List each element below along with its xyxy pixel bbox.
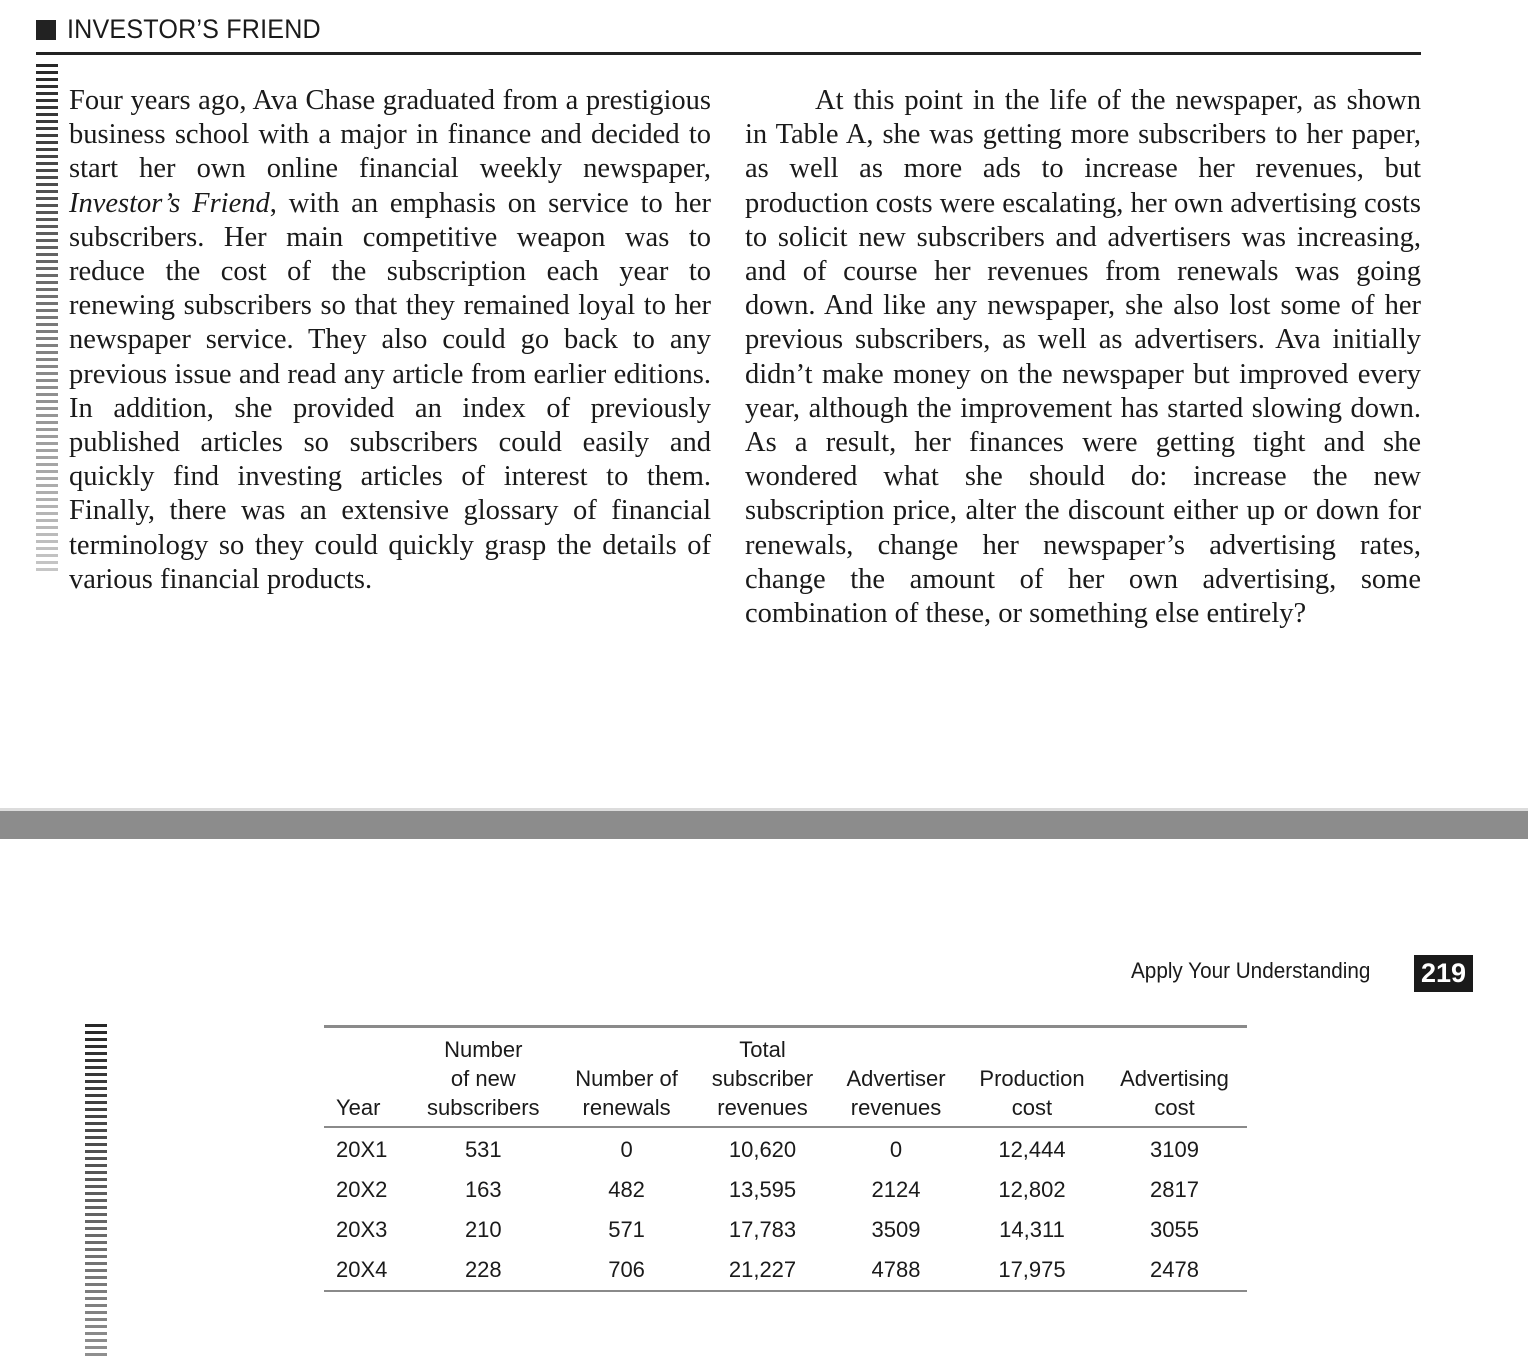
table-row	[324, 1127, 1247, 1170]
margin-tick	[36, 365, 58, 368]
margin-tick	[36, 547, 58, 550]
column-header	[695, 1027, 830, 1128]
margin-tick	[85, 1353, 107, 1356]
left-paragraph-rest: , with an emphasis on service to her subscribers. Her main competitive weapon was to reduce the cost of the subscription each year to renewing subscribers so that they remained loyal to her newspaper service. They also could go back to any previous issue and read any article from earlier editions. In addition, she provided an index of previously published articles so subscribers could easily and quickly find investing articles of interest to them. Finally, there was an extensive glossary of financial terminology so they could quickly grasp the details of various financial products.	[69, 187, 711, 595]
value-cell: 2478	[1150, 1257, 1199, 1282]
value-cell: 12,444	[998, 1137, 1066, 1162]
margin-tick	[85, 1052, 107, 1055]
margin-tick	[36, 127, 58, 130]
column-header-line: Total	[739, 1037, 786, 1062]
left-paragraph-start: Four years ago, Ava Chase graduated from a prestigious business school with a major in finance and decided to start her own online financial weekly newspaper,	[69, 85, 711, 185]
margin-tick	[85, 1262, 107, 1265]
column-header-line	[336, 1064, 408, 1093]
left-column-text	[69, 84, 711, 597]
margin-tick	[36, 435, 58, 438]
value-cell: 482	[608, 1177, 645, 1202]
margin-tick	[85, 1031, 107, 1034]
column-header-line: Advertiser	[846, 1066, 946, 1091]
margin-tick	[85, 1038, 107, 1041]
margin-tick	[36, 358, 58, 361]
margin-tick	[36, 225, 58, 228]
margin-tick	[85, 1059, 107, 1062]
margin-tick	[36, 519, 58, 522]
margin-tick	[85, 1304, 107, 1307]
margin-tick	[85, 1311, 107, 1314]
margin-tick	[36, 505, 58, 508]
financial-table	[324, 1025, 1247, 1292]
margin-tick	[85, 1213, 107, 1216]
column-header	[558, 1027, 695, 1128]
margin-tick	[36, 78, 58, 81]
year-cell: 20X2	[336, 1177, 388, 1202]
value-cell: 571	[608, 1217, 645, 1242]
column-header	[324, 1027, 408, 1128]
margin-tick	[85, 1255, 107, 1258]
margin-tick	[85, 1087, 107, 1090]
margin-tick	[36, 372, 58, 375]
margin-tick	[85, 1192, 107, 1195]
margin-tick	[85, 1346, 107, 1349]
margin-tick	[36, 554, 58, 557]
value-cell: 228	[464, 1257, 502, 1282]
margin-tick	[36, 498, 58, 501]
column-header-line	[1102, 1035, 1247, 1064]
column-header-line: of new	[450, 1066, 516, 1091]
year-cell: 20X3	[336, 1217, 388, 1242]
margin-tick	[36, 106, 58, 109]
margin-tick	[36, 407, 58, 410]
margin-tick	[85, 1129, 107, 1132]
margin-tick	[85, 1220, 107, 1223]
value-cell: 21,227	[728, 1257, 797, 1282]
margin-tick	[36, 162, 58, 165]
margin-tick	[85, 1318, 107, 1321]
column-header	[1102, 1027, 1247, 1128]
margin-tick	[36, 204, 58, 207]
margin-tick	[36, 197, 58, 200]
margin-tick	[36, 176, 58, 179]
newspaper-name-italic: Investor’s Friend	[69, 187, 270, 219]
column-header-line: revenues	[850, 1095, 942, 1120]
value-cell: 17,975	[998, 1257, 1066, 1282]
margin-tick	[36, 386, 58, 389]
column-header	[830, 1027, 962, 1128]
right-paragraph: At this point in the life of the newspaper, as shown in Table A, she was getting more subscribers to her paper, as well as more ads to increase her revenues, but production costs were escalating, her own advertising costs to solicit new subscribers and advertisers was increasing, and of course her revenues from renewals was going down. And like any newspaper, she also lost some of her previous subscribers, as well as advertisers. Ava initially didn’t make money on the newspaper but improved every year, although the improvement has started slowing down. As a result, her finances were getting tight and she wondered what she should do: increase the new subscription price, alter the discount either up or down for renewals, change her newspaper’s advertising rates, change the amount of her own advertising, some combination of these, or something else entirely?	[745, 85, 1421, 630]
margin-tick	[36, 141, 58, 144]
margin-tick	[85, 1297, 107, 1300]
margin-tick	[36, 99, 58, 102]
value-cell: 531	[464, 1137, 502, 1162]
margin-tick	[36, 218, 58, 221]
year-cell: 20X1	[336, 1137, 388, 1162]
value-cell: 13,595	[728, 1177, 797, 1202]
column-header	[962, 1027, 1102, 1128]
margin-tick	[85, 1150, 107, 1153]
section-title: INVESTOR’S FRIEND	[67, 14, 321, 44]
margin-tick	[36, 568, 58, 571]
margin-tick	[85, 1199, 107, 1202]
margin-tick	[36, 393, 58, 396]
margin-tick	[36, 183, 58, 186]
page-number: 219	[1414, 955, 1473, 992]
margin-tick	[85, 1185, 107, 1188]
column-header-line: Number	[444, 1037, 523, 1062]
margin-tick	[36, 526, 58, 529]
margin-tick	[36, 491, 58, 494]
table-row	[324, 1210, 1247, 1250]
margin-tick-marks	[36, 64, 58, 575]
value-cell: 10,620	[728, 1137, 797, 1162]
value-cell: 163	[464, 1177, 502, 1202]
margin-tick	[85, 1143, 107, 1146]
margin-tick	[85, 1283, 107, 1286]
table-row	[324, 1170, 1247, 1210]
table-body	[324, 1127, 1247, 1291]
margin-tick	[36, 190, 58, 193]
margin-tick	[85, 1122, 107, 1125]
margin-tick	[85, 1164, 107, 1167]
margin-tick	[36, 309, 58, 312]
margin-tick	[85, 1094, 107, 1097]
margin-tick	[36, 134, 58, 137]
margin-tick	[85, 1290, 107, 1293]
column-header-line: Production	[979, 1066, 1085, 1091]
margin-tick	[36, 64, 58, 67]
margin-tick	[85, 1241, 107, 1244]
table-row	[324, 1250, 1247, 1291]
column-header-line: revenues	[717, 1095, 808, 1120]
margin-tick	[36, 92, 58, 95]
margin-tick	[85, 1115, 107, 1118]
margin-tick	[36, 260, 58, 263]
margin-tick	[36, 400, 58, 403]
value-cell: 210	[464, 1217, 502, 1242]
margin-tick	[85, 1325, 107, 1328]
value-cell: 17,783	[728, 1217, 797, 1242]
margin-tick	[36, 533, 58, 536]
margin-tick	[85, 1066, 107, 1069]
margin-tick	[85, 1157, 107, 1160]
margin-tick	[85, 1080, 107, 1083]
margin-tick	[36, 85, 58, 88]
margin-tick	[85, 1101, 107, 1104]
margin-tick	[36, 120, 58, 123]
value-cell: 3509	[871, 1217, 921, 1242]
margin-tick	[85, 1248, 107, 1251]
margin-tick	[85, 1339, 107, 1342]
margin-tick	[85, 1276, 107, 1279]
value-cell: 0	[889, 1137, 903, 1162]
margin-tick	[36, 316, 58, 319]
column-header-line: subscriber	[711, 1066, 814, 1091]
margin-tick	[36, 253, 58, 256]
margin-tick	[36, 344, 58, 347]
value-cell: 12,802	[998, 1177, 1066, 1202]
margin-tick	[36, 211, 58, 214]
right-column-text	[745, 84, 1421, 631]
margin-tick	[85, 1136, 107, 1139]
value-cell: 4788	[871, 1257, 921, 1282]
margin-tick	[36, 288, 58, 291]
column-header-line: Year	[336, 1095, 381, 1120]
margin-tick	[85, 1024, 107, 1027]
margin-tick	[36, 274, 58, 277]
header-square-bullet	[36, 20, 56, 40]
margin-tick	[85, 1234, 107, 1237]
margin-tick	[36, 477, 58, 480]
value-cell: 3055	[1150, 1217, 1199, 1242]
margin-tick	[36, 540, 58, 543]
column-header-line: cost	[1154, 1095, 1195, 1120]
margin-tick	[36, 330, 58, 333]
column-header-line	[336, 1035, 408, 1064]
margin-tick	[36, 379, 58, 382]
margin-tick	[36, 351, 58, 354]
margin-tick	[36, 239, 58, 242]
margin-tick	[36, 155, 58, 158]
value-cell: 14,311	[999, 1217, 1065, 1242]
column-header-line: Number of	[575, 1066, 678, 1091]
section-header	[36, 14, 340, 45]
margin-tick	[85, 1178, 107, 1181]
margin-tick	[36, 421, 58, 424]
column-header-line	[962, 1035, 1102, 1064]
margin-tick	[36, 267, 58, 270]
margin-tick	[85, 1269, 107, 1272]
margin-tick	[36, 463, 58, 466]
margin-tick	[36, 281, 58, 284]
margin-tick	[36, 169, 58, 172]
margin-tick	[36, 232, 58, 235]
margin-tick	[36, 449, 58, 452]
column-header	[408, 1027, 558, 1128]
margin-tick	[36, 246, 58, 249]
margin-tick	[36, 113, 58, 116]
column-header-line	[558, 1035, 695, 1064]
value-cell: 2817	[1150, 1177, 1199, 1202]
margin-tick	[36, 561, 58, 564]
margin-tick	[36, 484, 58, 487]
margin-tick	[85, 1073, 107, 1076]
margin-tick	[36, 295, 58, 298]
margin-tick	[36, 414, 58, 417]
margin-tick-marks-bottom	[85, 1024, 107, 1360]
value-cell: 2124	[871, 1177, 921, 1202]
page-separator-band	[0, 811, 1528, 839]
year-cell: 20X4	[336, 1257, 388, 1282]
margin-tick	[36, 512, 58, 515]
margin-tick	[36, 323, 58, 326]
margin-tick	[36, 470, 58, 473]
running-header: Apply Your Understanding	[1131, 958, 1371, 983]
table-header-row	[324, 1027, 1247, 1128]
margin-tick	[36, 71, 58, 74]
margin-tick	[36, 302, 58, 305]
value-cell: 706	[608, 1257, 645, 1282]
margin-tick	[85, 1332, 107, 1335]
value-cell: 0	[620, 1137, 633, 1162]
margin-tick	[85, 1045, 107, 1048]
margin-tick	[36, 148, 58, 151]
column-header-line: subscribers	[427, 1095, 540, 1120]
column-header-line	[830, 1035, 962, 1064]
column-header-line: renewals	[582, 1095, 671, 1120]
value-cell: 3109	[1150, 1137, 1199, 1162]
column-header-line: Advertising	[1120, 1066, 1229, 1091]
margin-tick	[36, 456, 58, 459]
margin-tick	[85, 1227, 107, 1230]
margin-tick	[36, 337, 58, 340]
margin-tick	[36, 428, 58, 431]
column-header-line: cost	[1011, 1095, 1053, 1120]
margin-tick	[85, 1171, 107, 1174]
margin-tick	[85, 1206, 107, 1209]
margin-tick	[85, 1108, 107, 1111]
margin-tick	[36, 442, 58, 445]
header-rule	[36, 52, 1421, 55]
